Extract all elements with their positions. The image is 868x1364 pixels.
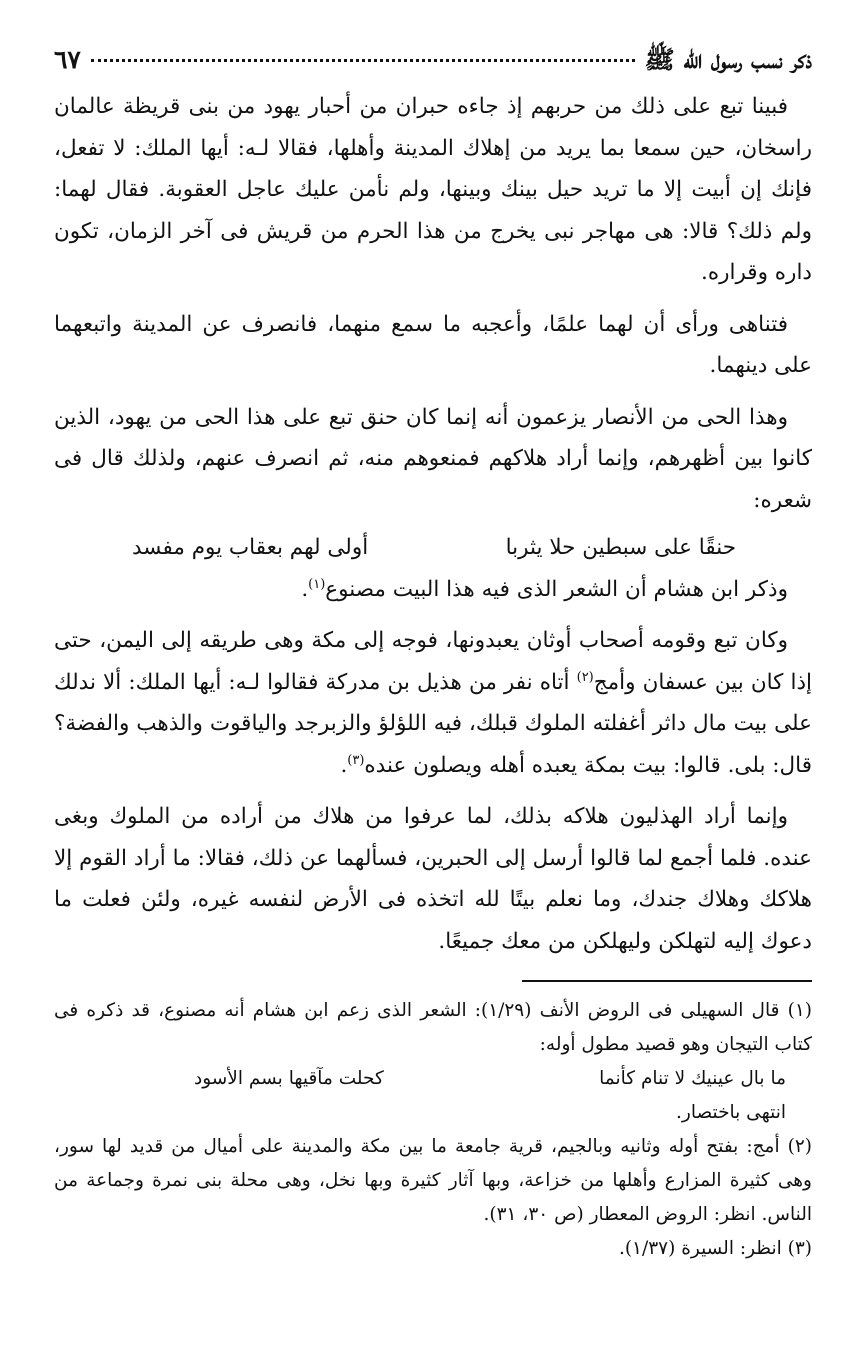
footnote-2: (٢) أمج: بفتح أوله وثانيه وبالجيم، قرية جامعة ما بين مكة والمدينة على أميال من قديد لها سور، وهى كثيرة المزارع وأهلها من خزاعة، وبها آثار كثيرة وبها نخل، وهى محلة بنى نمرة وجماعة من الناس. انظر: الروض المعطار (ص ٣٠، ٣١). (54, 1136, 812, 1225)
paragraph-1: فبينا تبع على ذلك من حربهم إذ جاءه حبران من أحبار يهود من بنى قريظة عالمان راسخان، حين سمعا بما يريد من إهلاك المدينة وأهلها، فقالا لـه: أيها الملك: لا تفعل، فإنك إن أبيت إلا ما تريد حيل بينك وبينها، ولم نأمن عليك عاجل العقوبة. فقال لهما: ولم ذلك؟ قالا: هى مهاجر نبى يخرج من هذا الحرم من قريش فى آخر الزمان، تكون داره وقراره. (54, 94, 812, 285)
header-dot-leader (91, 59, 635, 62)
verse-second-hemistich: أولى لهم بعقاب يوم مفسد (132, 535, 369, 560)
footnote-1-verse-first: ما بال عينيك لا تنام كأنما (599, 1068, 786, 1089)
after-verse-end: . (301, 576, 309, 602)
poem-verse (54, 521, 812, 569)
footnote-ref-1[interactable]: (١) (308, 576, 326, 592)
paragraph-4 (54, 620, 812, 786)
main-text (54, 86, 812, 521)
page-number: ٦٧ (54, 45, 81, 74)
footnote-1-verse-second: كحلت مآقيها بسم الأسود (194, 1068, 384, 1089)
footnote-ref-2[interactable]: (٢) (576, 669, 594, 685)
after-verse-text: وذكر ابن هشام أن الشعر الذى فيه هذا البيت مصنوع (325, 576, 788, 602)
verse-first-hemistich: حنقًا على سبطين حلا يثربا (505, 535, 736, 560)
paragraph-3: وهذا الحى من الأنصار يزعمون أنه إنما كان حنق تبع على هذا الحى من يهود، الذين كانوا بين أظهرهم، وإنما أراد هلاكهم فمنعوهم منه، ثم انصرف عنهم، ولذلك قال فى شعره: (54, 404, 812, 513)
footnote-1-verse (54, 1062, 812, 1096)
footnote-ref-3[interactable]: (٣) (347, 752, 365, 768)
paragraph-5: وإنما أراد الهذليون هلاكه بذلك، لما عرفوا من هلاك من أراده من الملوك وبغى عنده. فلما أجمع لما قالوا أرسل إلى الحبرين، فسألهما عن ذلك، فقالا: ما أراد القوم إلا هلاكك وهلاك جندك، وما نعلم بيتًا لله اتخذه فى الأرض لنفسه غيره، ولئن فعلت ما دعوك إليه لتهلكن وليهلكن من معك جميعًا. (54, 804, 812, 954)
paragraph-4-end: . (340, 752, 348, 778)
footnote-1: (١) قال السهيلى فى الروض الأنف (١/٢٩): الشعر الذى زعم ابن هشام أنه مصنوع، قد ذكره فى كتاب التيجان وهو قصيد مطول أوله: (54, 1000, 812, 1055)
running-title: ذكر نسب رسول الله ﷺ (644, 45, 812, 74)
paragraph-4-part-1: وكان تبع وقومه أصحاب أوثان يعبدونها، فوجه إلى مكة وهى طريقه إلى اليمن، حتى إذا كان بين عسفان وأمج (54, 628, 813, 695)
after-verse-line (54, 569, 812, 611)
running-header (54, 44, 812, 86)
footnote-1-end: انتهى باختصار. (676, 1102, 786, 1123)
footnote-separator (522, 980, 812, 982)
paragraph-4-part-2: أتاه نفر من هذيل بن مدركة فقالوا لـه: أيها الملك: ألا ندلك على بيت مال داثر أغفلته الملوك قبلك، فيه اللؤلؤ والزبرجد والياقوت والذهب والفضة؟ قال: بلى. قالوا: بيت بمكة يعبده أهله ويصلون عنده (54, 669, 812, 778)
footnotes (54, 994, 812, 1266)
footnote-3: (٣) انظر: السيرة (١/٣٧). (618, 1238, 812, 1259)
paragraph-2: فتناهى ورأى أن لهما علمًا، وأعجبه ما سمع منهما، فانصرف عن المدينة واتبعهما على دينهما. (54, 311, 812, 378)
main-text-continued (54, 569, 812, 963)
